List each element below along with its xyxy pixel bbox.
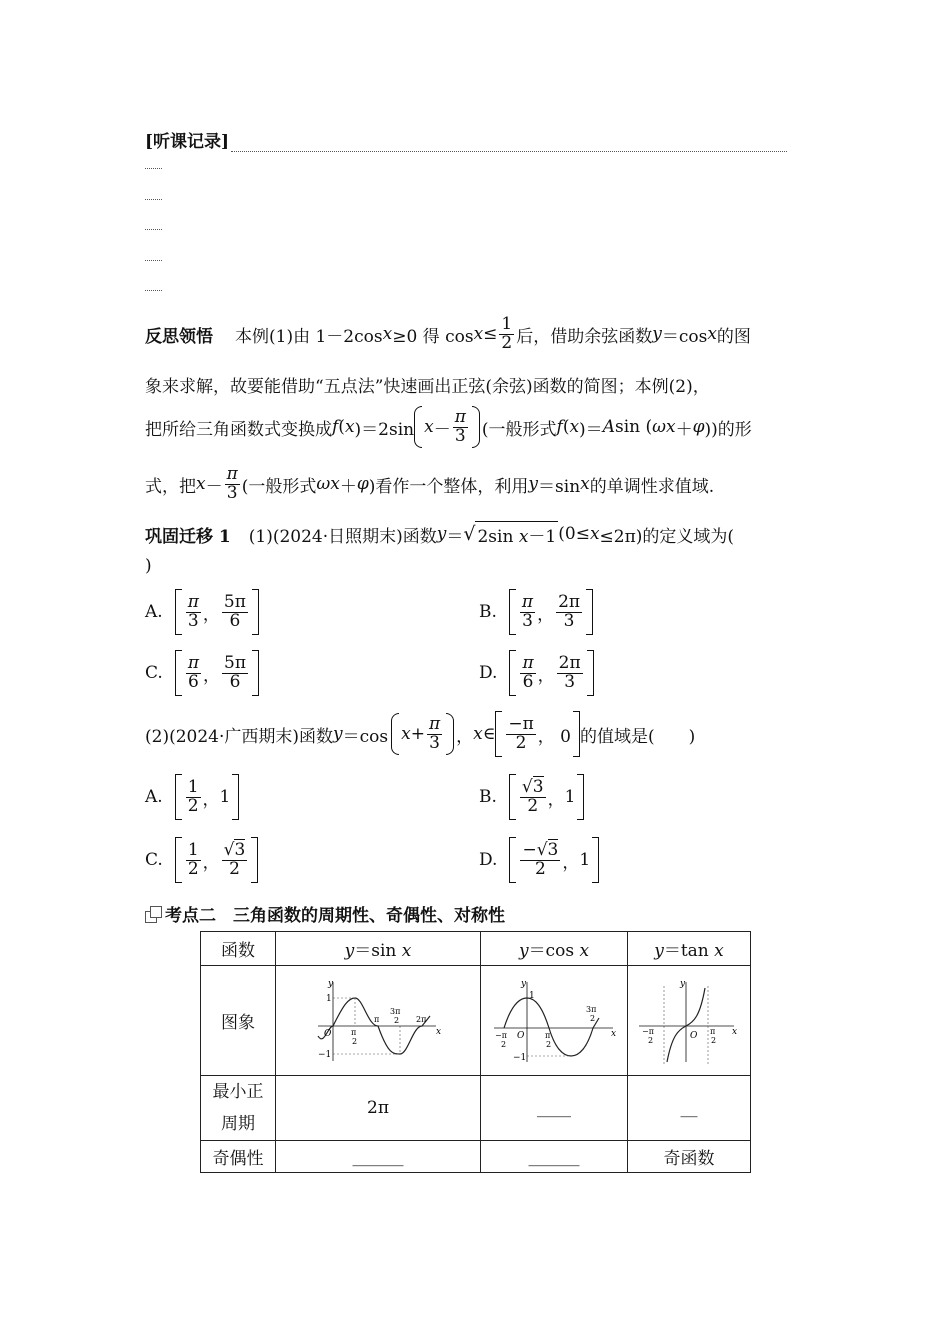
trig-properties-table <box>200 931 751 1173</box>
origin-label: O <box>324 1028 332 1039</box>
value: 1 <box>219 787 231 807</box>
table-row <box>201 1141 751 1173</box>
option-label: B. <box>479 787 497 807</box>
left-bracket <box>509 589 516 635</box>
text: )＝ <box>579 419 603 440</box>
tick-label: 3π <box>586 1004 597 1014</box>
numerator: 2π <box>558 652 581 673</box>
tick-label: π <box>374 1014 380 1024</box>
text: (1)(2024·日照期末)函数 <box>248 526 437 547</box>
header-cell <box>276 932 481 966</box>
tick-label: 3π <box>390 1006 401 1016</box>
tick-label: 2 <box>648 1035 654 1045</box>
value: 1 <box>579 850 591 870</box>
denominator: 3 <box>226 482 238 503</box>
origin-label: O <box>690 1030 698 1041</box>
header-cell: 函数 <box>201 932 276 966</box>
var: y <box>652 324 662 345</box>
text: ( <box>338 417 345 437</box>
fraction <box>520 839 560 879</box>
text: － <box>433 419 451 440</box>
option-label: B. <box>479 602 497 622</box>
var: ωx <box>652 417 676 437</box>
var: ωx <box>316 474 340 495</box>
denominator: 6 <box>229 610 241 631</box>
table-header-row <box>201 932 751 966</box>
var: x <box>344 417 355 437</box>
numerator <box>520 776 546 798</box>
left-bracket <box>175 837 182 883</box>
option-a[interactable] <box>145 589 259 635</box>
text: 的单调性求值域. <box>589 476 715 497</box>
left-bracket <box>175 650 182 696</box>
fraction <box>520 652 535 692</box>
var: y <box>344 941 355 961</box>
note-line[interactable] <box>145 290 162 291</box>
row-label: 图象 <box>201 966 276 1076</box>
radicand: 3 <box>547 839 559 860</box>
axis-label-x: x <box>732 1026 738 1037</box>
text: ， 0 <box>537 726 571 747</box>
var: φ <box>692 417 705 437</box>
exercise-label: 巩固迁移 1 <box>145 526 231 547</box>
var: y <box>654 941 664 961</box>
tan-graph <box>634 976 744 1066</box>
note-line[interactable] <box>145 260 162 261</box>
axis-label-y: y <box>328 978 334 989</box>
text: (0≤ <box>558 524 590 544</box>
left-bracket <box>175 589 182 635</box>
tick-label: 2π <box>416 1014 427 1024</box>
numerator: π <box>187 652 199 673</box>
notes-header <box>145 127 787 152</box>
comma: ， <box>202 852 220 873</box>
var: x <box>424 417 434 437</box>
option-b-2[interactable] <box>479 774 584 820</box>
period-cos-blank[interactable]: ____ <box>481 1076 628 1141</box>
text: ≤2π)的定义域为( <box>599 526 735 547</box>
text: ＝tan <box>663 941 715 961</box>
text: (一般形式 <box>241 476 317 497</box>
right-bracket <box>232 774 239 820</box>
text: 后，借助余弦函数 <box>516 326 653 347</box>
text: ( <box>562 417 570 437</box>
numerator: π <box>428 713 441 734</box>
numerator: π <box>521 591 534 612</box>
label-part: 周期 <box>221 1114 255 1134</box>
cos-graph-cell <box>481 966 628 1076</box>
text: －1 <box>528 527 557 547</box>
var: y <box>528 474 539 495</box>
numerator: π <box>522 652 534 673</box>
var: x <box>401 724 411 744</box>
numerator: 5π <box>224 652 246 673</box>
comma: ， <box>547 789 565 810</box>
text: ＝sin <box>354 941 402 961</box>
axis-label-x: x <box>611 1028 617 1039</box>
comma: ， <box>202 604 220 625</box>
right-bracket <box>586 589 593 635</box>
denominator: 6 <box>187 671 199 692</box>
text: ≥0 得 cos <box>392 326 474 347</box>
text: ＝cos <box>661 326 708 347</box>
value: 1 <box>564 787 576 807</box>
text: 2sin <box>477 527 519 547</box>
table-row <box>201 1076 751 1141</box>
denominator: 2 <box>187 858 199 879</box>
fraction <box>225 466 240 503</box>
row-label: 奇偶性 <box>201 1141 276 1173</box>
right-bracket <box>252 589 259 635</box>
left-bracket <box>175 774 182 820</box>
numerator: π <box>187 591 199 612</box>
numerator: π <box>454 406 466 427</box>
denominator: 3 <box>564 671 576 692</box>
var: x <box>401 941 412 961</box>
var: y <box>333 724 343 744</box>
notes-title: [听课记录] <box>145 132 230 152</box>
left-bracket <box>509 774 516 820</box>
header-cell <box>481 932 628 966</box>
fraction <box>557 652 583 692</box>
right-paren <box>472 406 480 448</box>
radicand: 3 <box>234 839 246 860</box>
axis-label-y: y <box>680 978 686 989</box>
text: 的图 <box>716 326 751 347</box>
fraction <box>520 591 535 631</box>
var: y <box>436 524 447 544</box>
tan-graph-cell <box>628 966 751 1076</box>
reflection-line-2: 象来求解，故要能借助“五点法”快速画出正弦(余弦)函数的简图；本例(2)， <box>145 377 710 397</box>
cos-curve <box>504 998 599 1056</box>
text: (2)(2024·广西期末)函数 <box>145 726 334 747</box>
sqrt-sign: √ <box>536 839 548 860</box>
text: ＝sin <box>538 476 581 497</box>
question-1 <box>145 521 734 547</box>
text: ))的形 <box>704 419 752 440</box>
var: x <box>473 724 483 744</box>
axis-label-x: x <box>436 1026 442 1037</box>
table-row <box>201 966 751 1076</box>
parity-cos-blank[interactable]: ______ <box>481 1141 628 1173</box>
tick-label: 1 <box>326 993 332 1004</box>
numerator: 1 <box>187 776 199 797</box>
text: ＝cos <box>528 941 580 961</box>
right-bracket <box>573 711 580 757</box>
var: f <box>332 417 339 437</box>
denominator: 3 <box>454 425 466 446</box>
tick-label: −1 <box>513 1052 527 1063</box>
minus: − <box>522 839 537 860</box>
left-paren <box>414 406 422 448</box>
option-label: D. <box>479 663 498 683</box>
text: 式，把 <box>145 476 196 497</box>
note-line[interactable] <box>145 199 162 200</box>
var: x <box>518 527 529 547</box>
fraction <box>222 591 248 631</box>
radicand: 3 <box>532 776 544 797</box>
option-c[interactable] <box>145 650 259 696</box>
option-d[interactable] <box>479 650 594 696</box>
denominator: 6 <box>229 671 241 692</box>
fraction <box>506 713 535 753</box>
var: x <box>714 941 724 961</box>
denominator: 2 <box>534 858 546 879</box>
sqrt-sign: √ <box>223 839 235 860</box>
origin-label: O <box>517 1030 525 1041</box>
tick-label: −π <box>495 1030 507 1040</box>
denominator: 6 <box>522 671 534 692</box>
denominator: 2 <box>527 795 539 816</box>
text: )＝2sin <box>354 419 415 440</box>
option-d-2[interactable] <box>479 837 599 883</box>
var: x <box>196 474 206 495</box>
fraction <box>520 776 546 816</box>
denominator: 2 <box>501 332 513 353</box>
note-line[interactable] <box>145 229 162 230</box>
numerator: 1 <box>501 314 513 334</box>
comma: ， <box>203 665 220 686</box>
right-bracket <box>252 650 259 696</box>
fraction <box>186 839 201 879</box>
option-label: C. <box>145 850 163 870</box>
option-c-2[interactable] <box>145 837 258 883</box>
var: x <box>589 524 600 544</box>
option-label: A. <box>145 602 163 622</box>
right-bracket <box>251 837 258 883</box>
fraction <box>556 591 582 631</box>
left-bracket <box>509 837 516 883</box>
text: + <box>410 724 425 744</box>
tick-label: −π <box>642 1026 654 1036</box>
var: y <box>518 941 529 961</box>
sin-graph <box>308 976 448 1066</box>
var: x <box>569 417 580 437</box>
parity-tan: 奇函数 <box>628 1141 751 1173</box>
left-bracket <box>509 650 516 696</box>
section-heading <box>145 901 505 926</box>
var: x <box>707 324 717 345</box>
question-1-close: ) <box>145 556 152 576</box>
reflection-line-3 <box>145 406 752 448</box>
var: f <box>556 417 563 437</box>
tick-label: 2 <box>590 1013 596 1023</box>
tick-label: π <box>545 1030 551 1040</box>
reflection-label: 反思领悟 <box>145 326 213 347</box>
numerator <box>222 839 248 861</box>
denominator: 2 <box>229 858 240 879</box>
denominator: 2 <box>187 795 199 816</box>
tick-label: 2 <box>501 1039 507 1049</box>
text: ＝cos <box>342 726 389 747</box>
right-bracket <box>592 837 599 883</box>
numerator <box>520 839 560 861</box>
fraction <box>499 316 514 353</box>
right-bracket <box>577 774 584 820</box>
tick-label: 1 <box>529 990 535 1001</box>
text: 把所给三角函数式变换成 <box>145 419 332 440</box>
text: )看作一个整体，利用 <box>368 476 529 497</box>
comma: ， <box>537 604 555 625</box>
denominator: 3 <box>563 610 575 631</box>
axis-label-y: y <box>521 978 527 989</box>
tick-label: 2 <box>546 1039 552 1049</box>
text: sin ( <box>614 417 653 437</box>
reflection-line-4 <box>145 466 714 503</box>
option-label: A. <box>145 787 163 807</box>
sqrt-content <box>475 521 558 547</box>
option-label: C. <box>145 663 163 683</box>
comma: ， <box>202 789 220 810</box>
left-paren <box>391 713 399 755</box>
var: x <box>382 324 393 345</box>
sqrt-sign: √ <box>521 776 533 797</box>
text: ≤ <box>483 324 498 345</box>
text: ＋ <box>675 419 693 440</box>
tick-label: −1 <box>318 1049 332 1060</box>
cos-graph <box>489 976 619 1066</box>
numerator: 1 <box>187 839 199 860</box>
sqrt-sign: √ <box>463 523 476 545</box>
var: x <box>580 474 590 495</box>
text: 的值域是( ) <box>579 726 696 747</box>
text: ＝ <box>446 526 464 547</box>
note-line[interactable] <box>145 168 162 169</box>
right-bracket <box>587 650 594 696</box>
tick-label: 2 <box>352 1036 358 1046</box>
var: φ <box>356 474 369 495</box>
option-label: D. <box>479 850 498 870</box>
sin-graph-cell <box>276 966 481 1076</box>
denominator: 3 <box>522 610 533 631</box>
tick-label: π <box>710 1026 716 1036</box>
denominator: 3 <box>187 610 199 631</box>
period-sin: 2π <box>276 1076 481 1141</box>
option-b[interactable] <box>479 589 593 635</box>
fraction <box>222 839 248 879</box>
period-tan-blank[interactable]: __ <box>628 1076 751 1141</box>
reflection-line-1 <box>145 316 751 353</box>
numerator: 2π <box>558 591 581 612</box>
section-title: 考点二 三角函数的周期性、奇偶性、对称性 <box>165 906 505 926</box>
fraction <box>186 776 201 816</box>
text: － <box>205 476 223 497</box>
text: ＋ <box>339 476 357 497</box>
fraction <box>453 406 468 446</box>
comma: ， <box>562 852 580 873</box>
var: x <box>473 324 484 345</box>
question-2 <box>145 711 695 757</box>
numerator: 5π <box>223 591 246 612</box>
tick-label: 2 <box>711 1035 717 1045</box>
section-icon <box>145 906 161 922</box>
header-cell <box>628 932 751 966</box>
numerator: −π <box>508 713 534 734</box>
fraction <box>222 652 248 692</box>
row-label <box>201 1076 276 1141</box>
numerator: π <box>226 464 238 484</box>
var: A <box>602 417 615 437</box>
text: ， <box>456 726 474 747</box>
text: (一般形式 <box>481 419 557 440</box>
denominator: 2 <box>515 732 527 753</box>
left-bracket <box>495 711 502 757</box>
right-paren <box>446 713 454 755</box>
text: ∈ <box>482 724 496 744</box>
fraction <box>427 713 442 753</box>
tick-label: π <box>351 1027 357 1037</box>
label-part: 最小正 <box>212 1082 264 1102</box>
var: x <box>579 941 590 961</box>
denominator: 3 <box>429 732 440 753</box>
option-a-2[interactable] <box>145 774 239 820</box>
comma: ， <box>537 665 555 686</box>
parity-sin-blank[interactable]: ______ <box>276 1141 481 1173</box>
fraction <box>186 591 201 631</box>
text: 本例(1)由 1－2cos <box>235 326 383 347</box>
tick-label: 2 <box>394 1015 400 1025</box>
fraction <box>186 652 201 692</box>
notes-title-line <box>231 137 787 152</box>
